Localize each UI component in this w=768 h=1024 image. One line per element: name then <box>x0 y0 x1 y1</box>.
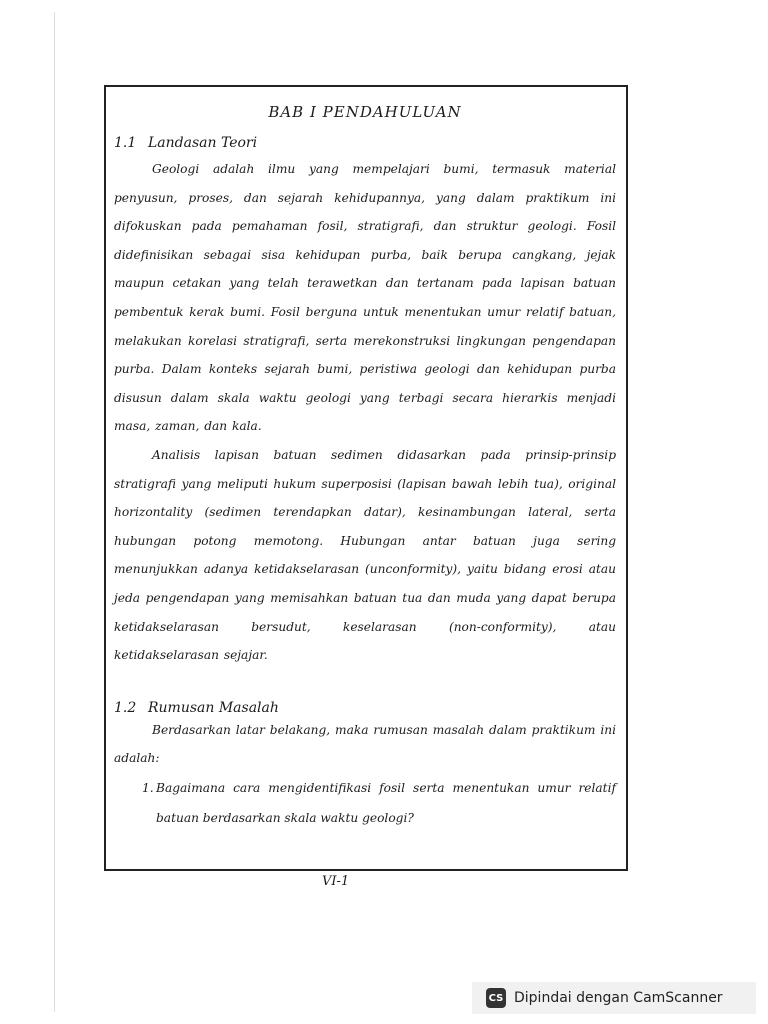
paragraph-stratigrafi: Analisis lapisan batuan sedimen didasarkan pada prinsip-prinsip stratigrafi yang meliputi hukum superposisi (lapisan bawah lebih tua), original horizontality (sedimen terendapkan datar), kesinambungan lateral, serta hubungan potong memotong. Hubungan antar batuan juga sering menunjukkan adanya ketidakselarasan (unconformity), yaitu bidang erosi atau jeda pengendapan yang memisahkan batuan tua dan muda yang dapat berupa ketidakselarasan bersudut, keselarasan (non-conformity), atau ketidakselarasan sejajar. <box>114 447 616 663</box>
page-edge <box>54 12 55 1012</box>
section-heading-rumusan-masalah <box>114 700 616 716</box>
section-title: Rumusan Masalah <box>148 699 279 716</box>
section-number: 1.2 <box>114 699 137 716</box>
paragraph-rumusan: Berdasarkan latar belakang, maka rumusan masalah dalam praktikum ini adalah: <box>114 722 616 766</box>
list-item-text: Bagaimana cara mengidentifikasi fosil serta menentukan umur relatif batuan berdasarkan skala waktu geologi? <box>156 780 616 825</box>
camscanner-watermark <box>472 982 756 1014</box>
page-number: VI-1 <box>322 874 350 889</box>
list-item <box>114 773 616 833</box>
document-frame <box>104 85 628 871</box>
section-heading-landasan-teori <box>114 135 616 151</box>
section-number: 1.1 <box>114 135 137 151</box>
camscanner-logo-icon: CS <box>486 988 506 1008</box>
paragraph-geologi: Geologi adalah ilmu yang mempelajari bumi, termasuk material penyusun, proses, dan sejarah kehidupannya, yang dalam praktikum ini difokuskan pada pemahaman fosil, stratigrafi, dan struktur geologi. Fosil didefinisikan sebagai sisa kehidupan purba, baik berupa cangkang, jejak maupun cetakan yang telah terawetkan dan tertanam pada lapisan batuan pembentuk kerak bumi. Fosil berguna untuk menentukan umur relatif batuan, melakukan korelasi stratigrafi, serta merekonstruksi lingkungan pengendapan purba. Dalam konteks sejarah bumi, peristiwa geologi dan kehidupan purba disusun dalam skala waktu geologi yang terbagi secara hierarkis menjadi masa, zaman, dan kala. <box>114 162 616 434</box>
chapter-title: BAB I PENDAHULUAN <box>268 103 462 121</box>
section-title: Landasan Teori <box>148 135 258 151</box>
watermark-label: Dipindai dengan CamScanner <box>514 990 723 1006</box>
list-marker: 1. <box>142 780 154 795</box>
